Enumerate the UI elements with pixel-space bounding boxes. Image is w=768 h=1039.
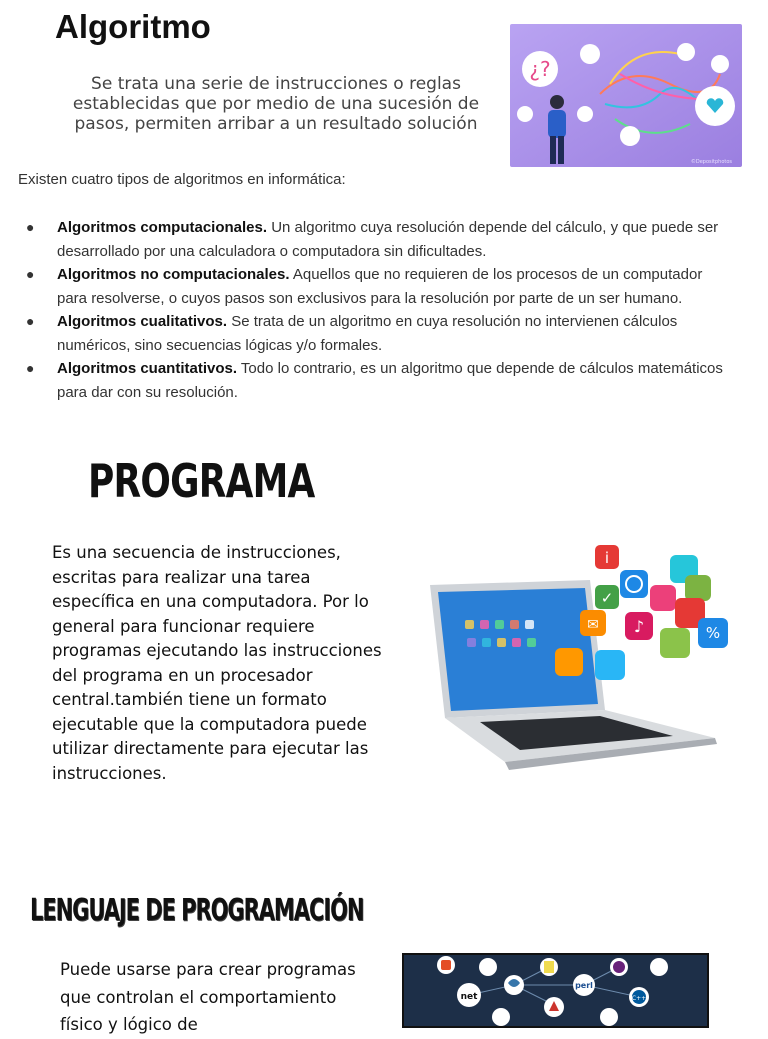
perl-icon: perl bbox=[575, 981, 593, 990]
mail-icon: ✉ bbox=[587, 617, 599, 633]
type-term: Algoritmos cuantitativos. bbox=[57, 360, 238, 377]
cpp-icon: C++ bbox=[631, 995, 647, 1002]
question-icon: ¿? bbox=[529, 57, 551, 81]
music-icon: ♪ bbox=[633, 617, 645, 636]
percent-icon: % bbox=[705, 624, 721, 642]
programa-title: PROGRAMA bbox=[88, 454, 315, 508]
list-item bbox=[26, 263, 736, 310]
lenguaje-definition: Puede usarse para crear programas que controlan el comportamiento físico y lógico de bbox=[60, 960, 356, 1034]
algoritmo-illustration bbox=[510, 24, 742, 167]
type-description: Todo lo contrario, es un algoritmo que depende de cálculos matemáticos para dar con su resolución. bbox=[57, 360, 723, 401]
type-description: Se trata de un algoritmo en cuya resolución no intervienen cálculos numéricos, sino secuencias lógicas y/o formales. bbox=[57, 313, 678, 354]
list-item bbox=[26, 310, 736, 357]
bullet-icon: ● bbox=[26, 219, 35, 235]
type-description: Un algoritmo cuya resolución depende del cálculo, y que puede ser desarrollado por una calculadora o computadora sin dificultades. bbox=[57, 219, 719, 260]
lenguaje-title: LENGUAJE DE PROGRAMACIÓN bbox=[30, 893, 364, 928]
laptop-apps-illustration bbox=[405, 540, 745, 775]
watermark: ©Depositphotos bbox=[690, 159, 732, 165]
bullet-icon: ● bbox=[26, 360, 35, 376]
algorithm-types-list bbox=[26, 216, 736, 404]
bullet-icon: ● bbox=[26, 313, 35, 329]
check-icon: ✓ bbox=[600, 589, 614, 607]
type-description: Aquellos que no requieren de los procesos de un computador para resolverse, o cuyos pasos son exclusivos para la resolución por parte de un ser humano. bbox=[57, 266, 703, 307]
info-icon: i bbox=[604, 549, 610, 567]
type-term: Algoritmos cualitativos. bbox=[57, 313, 228, 330]
intro-text: Existen cuatro tipos de algoritmos en informática: bbox=[18, 171, 346, 188]
programa-definition: Es una secuencia de instrucciones, escritas para realizar una tarea específica en una computadora. Por lo general para funcionar requiere programas ejecutando las instrucciones del programa en un procesador central.también tiene un formato ejecutable que la computadora puede utilizar directamente para ejecutar las instrucciones. bbox=[52, 543, 382, 783]
dotnet-icon: net bbox=[460, 992, 478, 1002]
list-item bbox=[26, 357, 736, 404]
type-term: Algoritmos computacionales. bbox=[57, 219, 268, 236]
type-term: Algoritmos no computacionales. bbox=[57, 266, 290, 283]
algoritmo-definition: Se trata una serie de instrucciones o reglas establecidas que por medio de una sucesión de pasos, permiten arribar a un resultado solución bbox=[72, 74, 480, 134]
languages-illustration bbox=[402, 953, 709, 1028]
bullet-icon: ● bbox=[26, 266, 35, 282]
list-item bbox=[26, 216, 736, 263]
algoritmo-title: Algoritmo bbox=[55, 8, 211, 45]
